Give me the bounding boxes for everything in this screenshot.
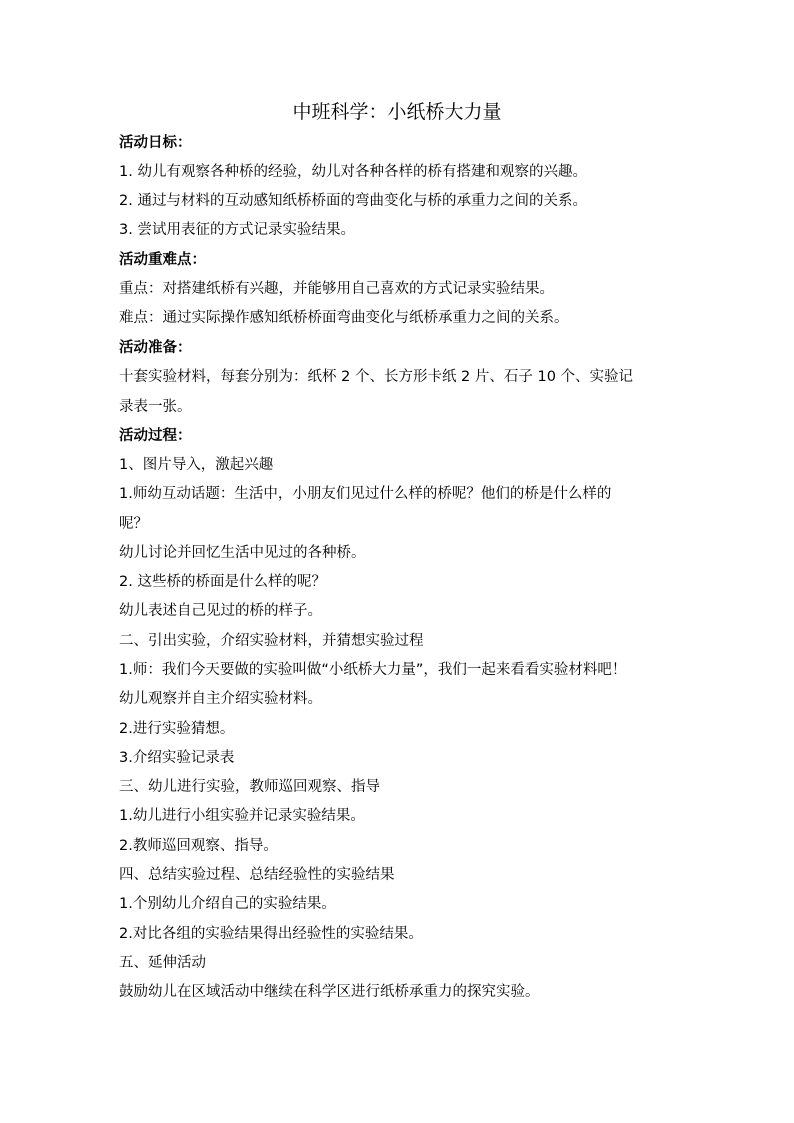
goals-heading: 活动日标： — [119, 135, 192, 151]
preparation-text: 录表一张。 — [119, 399, 192, 415]
key-points-heading: 活动重难点： — [119, 252, 206, 268]
section-text: 幼儿表述自己见过的桥的样子。 — [119, 603, 322, 619]
section-text: 1.师幼互动话题：生活中，小朋友们见过什么样的桥呢？他们的桥是什么样的 — [119, 486, 612, 502]
section-title: 五、延伸活动 — [119, 955, 206, 971]
section-title: 三、幼儿进行实验，教师巡回观察、指导 — [119, 779, 380, 795]
process-heading: 活动过程： — [119, 428, 192, 444]
section-title: 1、图片导入，激起兴趣 — [119, 457, 274, 473]
section-text: 呢？ — [119, 516, 148, 532]
goal-item: 2. 通过与材料的互动感知纸桥桥面的弯曲变化与桥的承重力之间的关系。 — [119, 193, 587, 209]
section-text: 幼儿讨论并回忆生活中见过的各种桥。 — [119, 545, 366, 561]
preparation-heading: 活动准备： — [119, 340, 192, 356]
section-text: 2.进行实验猜想。 — [119, 721, 235, 737]
section-text: 3.介绍实验记录表 — [119, 750, 235, 766]
section-text: 鼓励幼儿在区域活动中继续在科学区进行纸桥承重力的探究实验。 — [119, 984, 540, 1000]
section-title: 二、引出实验，介绍实验材料，并猜想实验过程 — [119, 633, 424, 649]
preparation-text: 十套实验材料，每套分别为：纸杯 2 个、长方形卡纸 2 片、石子 10 个、实验记 — [119, 369, 634, 385]
section-text: 1.师：我们今天要做的实验叫做“小纸桥大力量”，我们一起来看看实验材料吧！ — [119, 662, 627, 678]
key-point: 重点：对搭建纸桥有兴趣，并能够用自己喜欢的方式记录实验结果。 — [119, 281, 554, 297]
section-text: 2.教师巡回观察、指导。 — [119, 838, 278, 854]
section-text: 1.个别幼儿介绍自己的实验结果。 — [119, 896, 336, 912]
document-title: 中班科学：小纸桥大力量 — [292, 101, 502, 123]
section-text: 幼儿观察并自主介绍实验材料。 — [119, 691, 322, 707]
section-text: 1.幼儿进行小组实验并记录实验结果。 — [119, 808, 365, 824]
section-text: 2. 这些桥的桥面是什么样的呢？ — [119, 574, 326, 590]
section-text: 2.对比各组的实验结果得出经验性的实验结果。 — [119, 926, 423, 942]
difficult-point: 难点：通过实际操作感知纸桥桥面弯曲变化与纸桥承重力之间的关系。 — [119, 310, 569, 326]
goal-item: 1. 幼儿有观察各种桥的经验，幼儿对各种各样的桥有搭建和观察的兴趣。 — [119, 164, 587, 180]
section-title: 四、总结实验过程、总结经验性的实验结果 — [119, 867, 395, 883]
goal-item: 3. 尝试用表征的方式记录实验结果。 — [119, 222, 355, 238]
